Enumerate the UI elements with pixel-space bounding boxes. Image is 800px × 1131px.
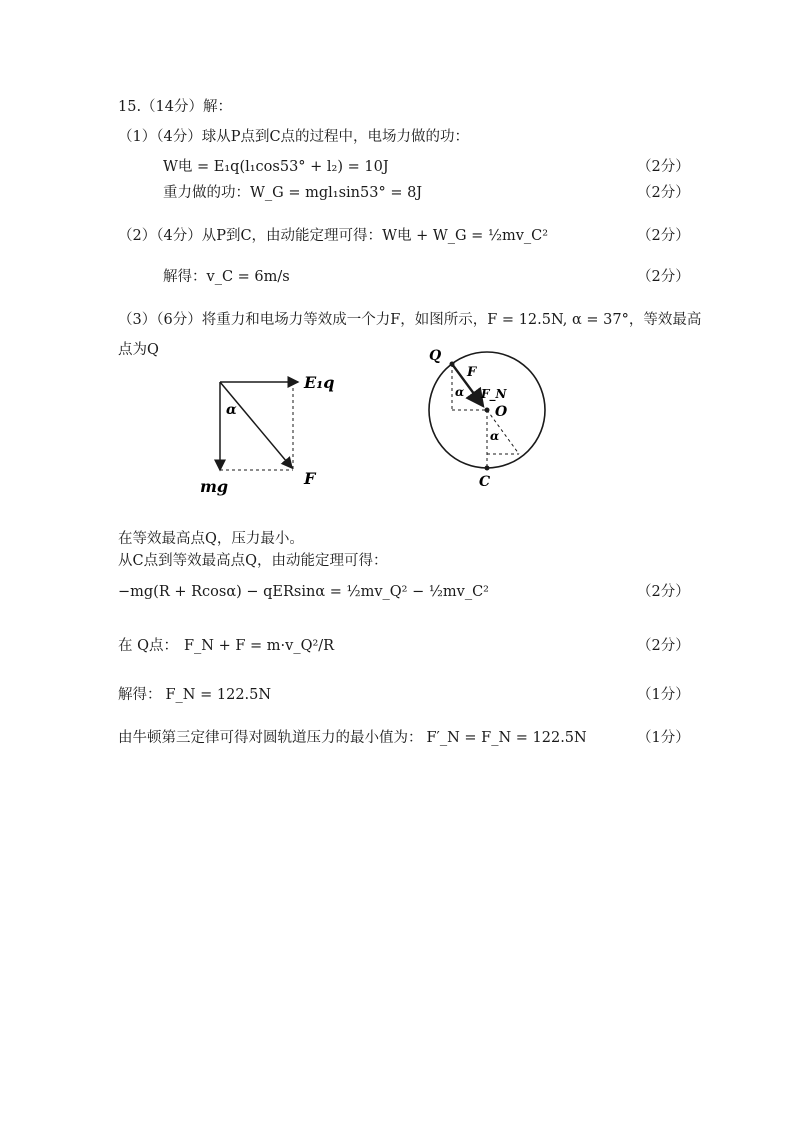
part2-eq1-score: （2分） xyxy=(637,228,690,244)
alpha-label-3: α xyxy=(490,429,500,443)
part3-eq2-score: （2分） xyxy=(637,638,690,654)
part1-eq2-formula: W_G = mgl₁sin53° = 8J xyxy=(250,185,423,201)
part3-eq1: −mg(R + Rcosα) − qERsinα = ½mv_Q² − ½mv_C² xyxy=(118,584,489,600)
part3-eq4-score: （1分） xyxy=(637,730,690,746)
part1-eq2 xyxy=(163,183,422,203)
part3-eq3-line xyxy=(118,685,271,705)
point-q xyxy=(450,362,455,367)
problem-header: 15.（14分）解： xyxy=(118,99,233,115)
part2-result-label: 解得： xyxy=(163,269,207,285)
part3-line1: 在等效最高点Q，压力最小。 xyxy=(118,531,304,547)
part2-result: v_C = 6m/s xyxy=(206,269,290,285)
part3-eq2-line xyxy=(118,636,334,656)
part3-intro-line xyxy=(118,310,701,330)
part1-eq1: W电 = E₁q(l₁cos53° + l₂) = 10J xyxy=(163,159,389,175)
part3-eq4-line xyxy=(118,728,587,748)
part3-eq4: F′_N = F_N = 122.5N xyxy=(426,730,587,746)
part1-eq2-score: （2分） xyxy=(637,185,690,201)
part2-result-score: （2分） xyxy=(637,269,690,285)
alpha-label-1: α xyxy=(226,402,237,418)
o-label: O xyxy=(495,404,508,420)
e1q-label: E₁q xyxy=(304,373,335,392)
point-c xyxy=(485,466,490,471)
part3-eq4-label: 由牛顿第三定律可得对圆轨道压力的最小值为： xyxy=(118,730,423,746)
part1-eq1-score: （2分） xyxy=(637,159,690,175)
part3-given: F = 12.5N, α = 37° xyxy=(487,312,629,328)
part2-result-line xyxy=(163,267,290,287)
part3-intro2: 点为Q xyxy=(118,342,159,358)
part3-intro: （3）（6分）将重力和电场力等效成一个力F，如图所示， xyxy=(118,312,488,328)
part3-intro-tail: ，等效最高 xyxy=(628,312,702,328)
part3-eq3-label: 解得： xyxy=(118,687,162,703)
part1-intro: （1）（4分）球从P点到C点的过程中，电场力做的功： xyxy=(118,129,470,145)
c-label: C xyxy=(479,474,491,490)
part3-line2: 从C点到等效最高点Q，由动能定理可得： xyxy=(118,553,388,569)
f-label-1: F xyxy=(304,469,316,488)
part3-eq1-score: （2分） xyxy=(637,584,690,600)
alpha-label-2: α xyxy=(455,385,465,399)
point-o xyxy=(485,408,490,413)
part3-eq2-label: 在 Q点： xyxy=(118,638,178,654)
part3-eq2: F_N + F = m·v_Q²/R xyxy=(184,638,335,654)
part3-eq3: F_N = 122.5N xyxy=(165,687,272,703)
circle-diagram xyxy=(415,340,575,490)
part2-intro: （2）（4分）从P到C，由动能定理可得： xyxy=(118,228,383,244)
q-label: Q xyxy=(429,348,442,364)
fn-label: F_N xyxy=(481,387,507,401)
part1-eq2-label: 重力做的功： xyxy=(163,185,250,201)
mg-label: mg xyxy=(200,477,229,496)
part2-eq1: W电 + W_G = ½mv_C² xyxy=(382,228,549,244)
f-label-2: F xyxy=(467,365,477,380)
force-diagram xyxy=(190,360,370,500)
part3-eq3-score: （1分） xyxy=(637,687,690,703)
f-arrow xyxy=(220,382,292,468)
part2-line xyxy=(118,226,548,246)
